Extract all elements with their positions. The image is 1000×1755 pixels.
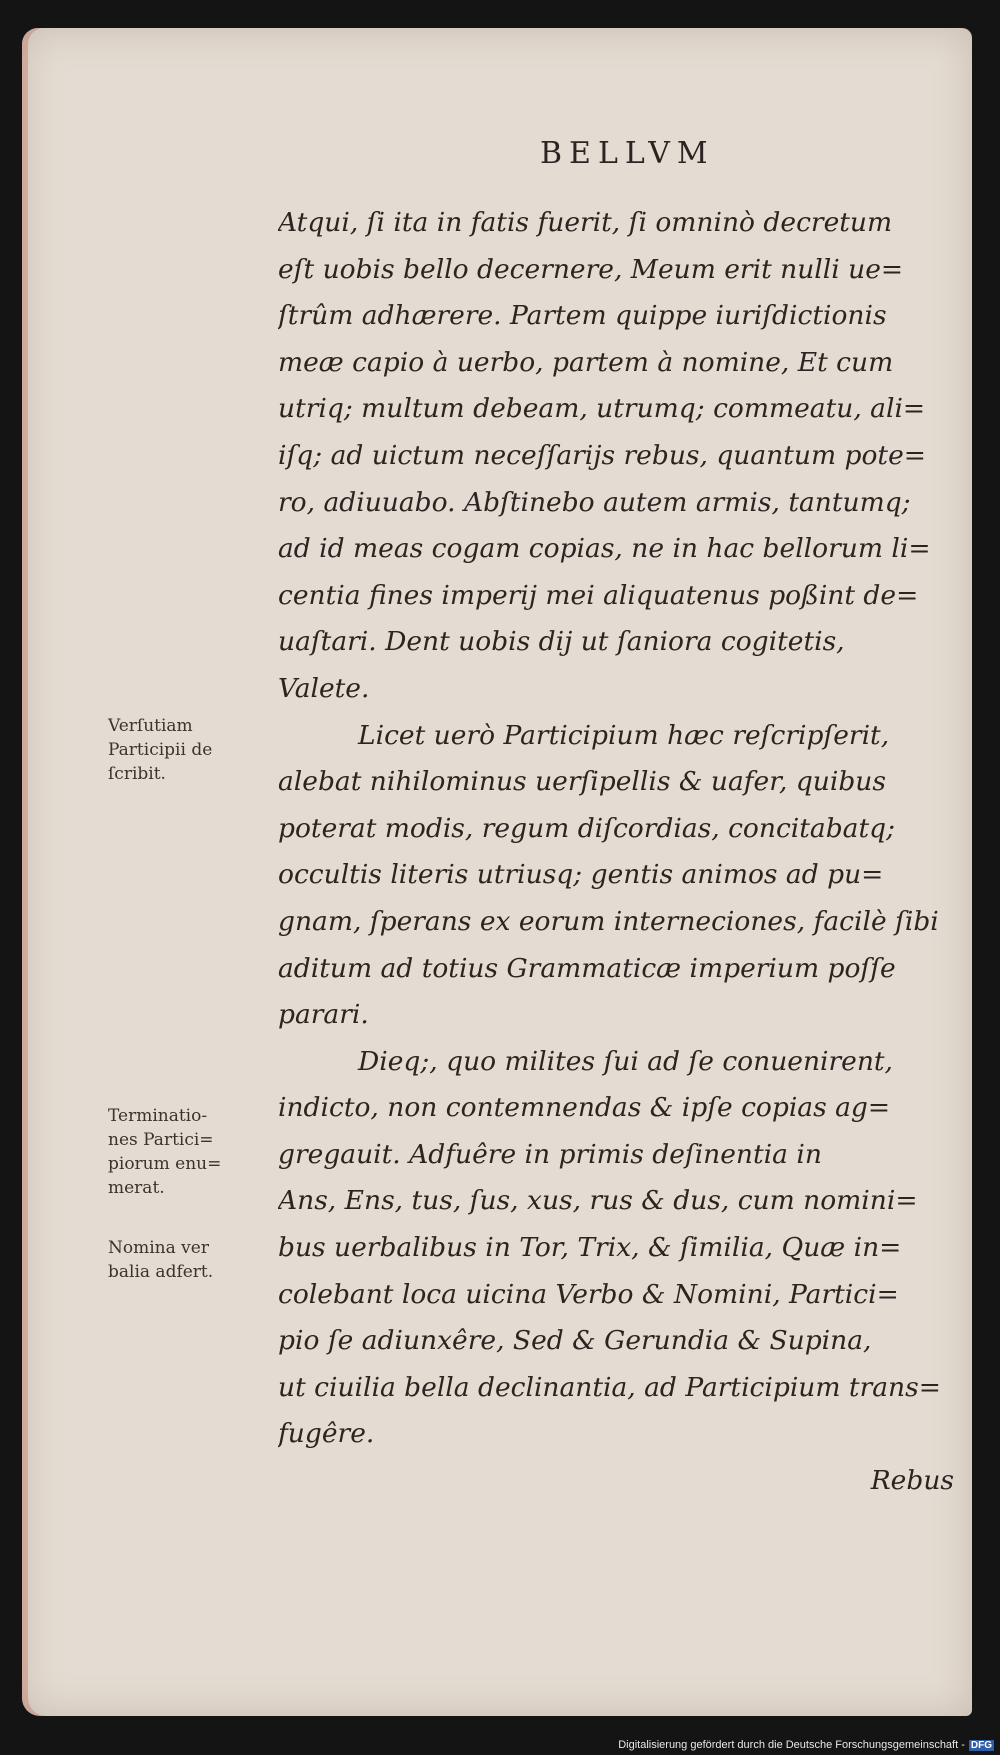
- text-line: Valete.: [278, 672, 370, 704]
- marginal-line: Participii de: [108, 740, 213, 760]
- text-line: centia fines imperij mei aliquatenus poßint de=: [278, 579, 919, 611]
- text-line: bus uerbalibus in Tor, Trix, & ſimilia, Quæ in=: [278, 1232, 902, 1264]
- text-line: gnam, ſperans ex eorum interneciones, facilè ſibi: [278, 905, 939, 937]
- text-line: ro, adiuuabo. Abſtinebo autem armis, tantumq;: [278, 486, 911, 518]
- text-line: colebant loca uicina Verbo & Nomini, Partici=: [278, 1278, 899, 1310]
- running-head: BELLVM: [540, 136, 715, 171]
- marginal-note-terminationes: [108, 1104, 268, 1200]
- marginal-note-versutiam: [108, 714, 268, 786]
- text-line: aditum ad totius Grammaticæ imperium poſſe: [278, 952, 896, 984]
- text-line: Atqui, ſi ita in fatis fuerit, ſi omninò decretum: [278, 207, 893, 238]
- marginal-line: balia adfert.: [108, 1262, 214, 1282]
- text-line: parari.: [278, 999, 369, 1031]
- text-line: utriq; multum debeam, utrumq; commeatu, ali=: [278, 393, 926, 425]
- text-line: eſt uobis bello decernere, Meum erit nulli ue=: [278, 253, 904, 285]
- credit-text: Digitalisierung gefördert durch die Deutsche Forschungsgemeinschaft -: [618, 1739, 965, 1751]
- marginal-line: ſcribit.: [108, 764, 166, 784]
- marginal-line: Verſutiam: [108, 716, 193, 736]
- text-line: Licet uerò Participium hæc reſcripſerit,: [358, 719, 890, 751]
- catchword: Rebus: [870, 1465, 954, 1497]
- text-line: Dieq;, quo milites ſui ad ſe conuenirent,: [358, 1045, 893, 1077]
- text-line: poterat modis, regum diſcordias, concitabatq;: [278, 812, 896, 844]
- text-line: alebat nihilominus uerſipellis & uafer, quibus: [278, 766, 886, 798]
- text-line: gregauit. Adfuêre in primis deſinentia in: [278, 1138, 822, 1170]
- text-line: uaſtari. Dent uobis dij ut ſaniora cogitetis,: [278, 626, 845, 658]
- text-line: pio ſe adiunxêre, Sed & Gerundia & Supina,: [278, 1325, 872, 1357]
- dfg-logo: DFG: [970, 1740, 992, 1751]
- body-text: [278, 200, 954, 1505]
- text-line: ad id meas cogam copias, ne in hac bellorum li=: [278, 533, 931, 565]
- text-line: fugêre.: [278, 1418, 375, 1450]
- text-line: Ans, Ens, tus, ſus, xus, rus & dus, cum nomini=: [278, 1185, 918, 1217]
- marginal-line: nes Partici=: [108, 1130, 214, 1150]
- text-line: occultis literis utriusq; gentis animos ad pu=: [278, 859, 884, 891]
- marginal-line: Terminatio-: [108, 1106, 208, 1126]
- marginal-line: Nomina ver: [108, 1238, 209, 1258]
- marginal-line: merat.: [108, 1178, 165, 1198]
- text-line: iſq; ad uictum neceſſarijs rebus, quantum pote=: [278, 439, 926, 471]
- text-line: ſtrûm adhærere. Partem quippe iuriſdictionis: [278, 300, 887, 332]
- text-line: ut ciuilia bella declinantia, ad Participium trans=: [278, 1371, 941, 1403]
- marginal-line: piorum enu=: [108, 1154, 222, 1174]
- digitization-credit: [618, 1739, 994, 1751]
- text-line: indicto, non contemnendas & ipſe copias ag=: [278, 1092, 891, 1124]
- text-line: meæ capio à uerbo, partem à nomine, Et cum: [278, 346, 894, 378]
- marginal-note-nomina: [108, 1236, 268, 1284]
